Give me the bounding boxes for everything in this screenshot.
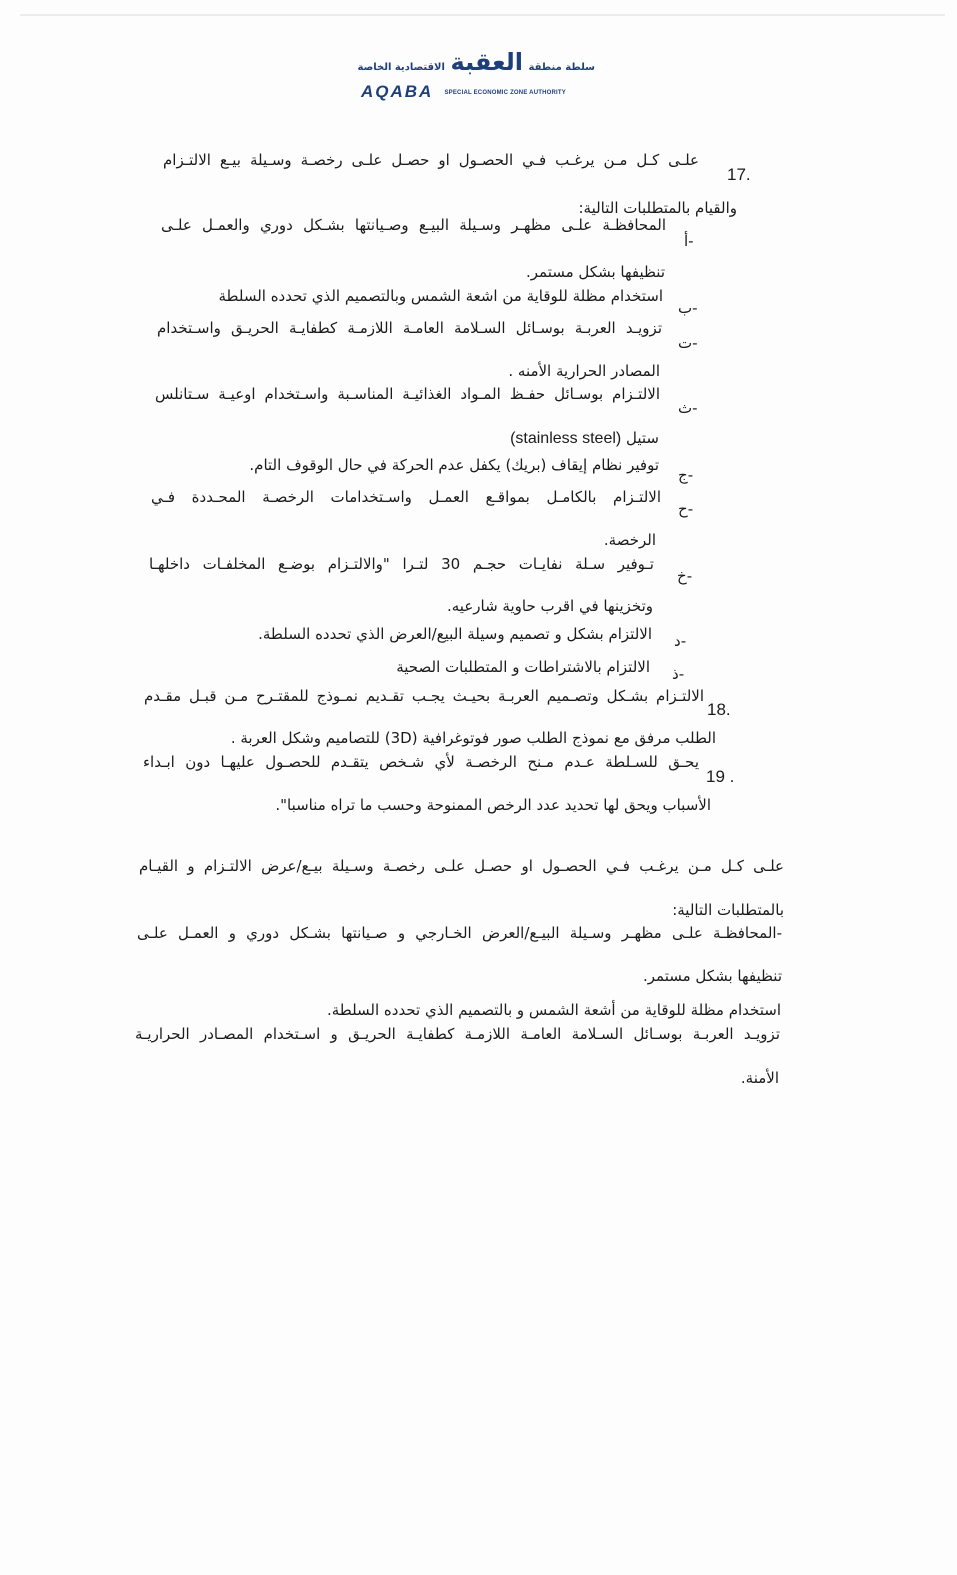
- item-17kh-line-2: وتخزينها في اقرب حاوية شارعيه.: [446, 597, 653, 615]
- item-17-line-2: والقيام بالمتطلبات التالية:: [578, 199, 737, 217]
- item-17a-line-1: المحافظـة علـى مظهـر وسـيلة البيـع وصـيانتها بشـكل دوري والعمـل علـى: [161, 216, 666, 234]
- item-17dh-line-1: الالتزام بالاشتراطات و المتطلبات الصحية: [396, 658, 650, 676]
- amended-line-3: -المحافظـة علـى مظهـر وسـيلة البيـع/العرض الخـارجي و صـيانتها بشـكل دوري و العمـل علـى: [137, 924, 782, 942]
- amended-line-4: تنظيفها بشكل مستمر.: [643, 967, 782, 985]
- scan-edge-line: [20, 14, 945, 16]
- item-17t-line-1: تزويـد العربـة بوسـائل السـلامة العامـة اللازمـة كطفايـة الحريـق واسـتخدام: [157, 319, 662, 337]
- item-18-line-2: الطلب مرفق مع نموذج الطلب صور فوتوغرافية (3D) للتصاميم وشكل العربة .: [230, 729, 716, 747]
- amended-line-7: الأمنة.: [740, 1069, 779, 1087]
- item-17j-marker: ج-: [678, 466, 694, 484]
- amended-line-1: علـى كـل مـن يرغـب فـي الحصـول او حصـل علـى رخصـة وسـيلة بيـع/عرض الالتـزام و القيـام: [139, 857, 784, 875]
- item-17h-line-1: الالتـزام بالكامـل بمواقـع العمـل واسـتخدامات الرخصـة المحـددة فـي: [151, 488, 661, 506]
- item-17j-line-1: توفير نظام إيقاف (بريك) يكفل عدم الحركة في حال الوقوف التام.: [249, 456, 659, 474]
- item-17d-line-1: الالتزام بشكل و تصميم وسيلة البيع/العرض الذي تحدده السلطة.: [258, 625, 652, 643]
- item-17t-marker: ت-: [678, 334, 698, 352]
- item-17b-marker: ب-: [678, 299, 698, 317]
- item-17kh-marker: خ-: [677, 567, 693, 585]
- item-17t-line-2: المصادر الحرارية الأمنه .: [508, 362, 660, 380]
- item-17kh-line-1: تـوفير سـلة نفايـات حجـم 30 لتـرا "والالتـزام بوضـع المخلفـات داخلهـا: [149, 555, 654, 573]
- item-17th-line-2: ستيل (stainless steel): [510, 429, 659, 447]
- amended-line-2: بالمتطلبات التالية:: [672, 901, 784, 919]
- logo-arabic: سلطة منطقة العقبة الاقتصادية الخاصة: [357, 48, 595, 76]
- item-19-line-1: يحـق للسـلطة عـدم مـنح الرخصـة لأي شـخص يتقـدم للحصـول عليهـا دون ابـداء: [143, 753, 699, 771]
- amended-line-5: استخدام مظلة للوقاية من أشعة الشمس و بالتصميم الذي تحدده السلطة.: [326, 1001, 781, 1019]
- item-17a-line-2: تنظيفها بشكل مستمر.: [526, 263, 665, 281]
- item-17th-marker: ث-: [678, 399, 698, 417]
- item-17-number: 17.: [727, 165, 751, 184]
- item-17h-marker: ح-: [678, 500, 694, 518]
- item-19-number: 19 .: [706, 767, 735, 786]
- item-17b-line-1: استخدام مظلة للوقاية من اشعة الشمس وبالتصميم الذي تحدده السلطة: [218, 287, 663, 305]
- amended-line-6: تزويـد العربـة بوسـائل السـلامة العامـة اللازمـة كطفايـة الحريـق و اسـتخدام المصـادر الحراريـة: [135, 1025, 780, 1043]
- item-17dh-marker: ذ-: [672, 665, 685, 683]
- logo-english: AQABA SPECIAL ECONOMIC ZONE AUTHORITY: [361, 82, 566, 101]
- item-17a-marker: أ-: [684, 232, 694, 250]
- stainless-steel-text: (stainless steel): [510, 430, 622, 447]
- item-17th-line-1: الالتـزام بوسـائل حفـظ المـواد الغذائيـة المناسـبة واسـتخدام اوعيـة سـتانلس: [155, 385, 660, 403]
- item-18-number: 18.: [707, 700, 731, 719]
- item-17h-line-2: الرخصة.: [603, 531, 656, 549]
- aqaba-logo: [355, 48, 605, 106]
- item-18-line-1: الالتـزام بشـكل وتصـميم العربـة بحيـث يجـب تقـديم نمـوذج للمقتـرح مـن قبـل مقـدم: [144, 687, 704, 705]
- item-17-line-1: علـى كـل مـن يرغـب فـي الحصـول او حصـل علـى رخصـة وسـيلة بيـع الالتـزام: [163, 151, 699, 169]
- item-17d-marker: د-: [674, 632, 687, 650]
- item-19-line-2: الأسباب ويحق لها تحديد عدد الرخص الممنوحة وحسب ما تراه مناسبا".: [275, 796, 711, 814]
